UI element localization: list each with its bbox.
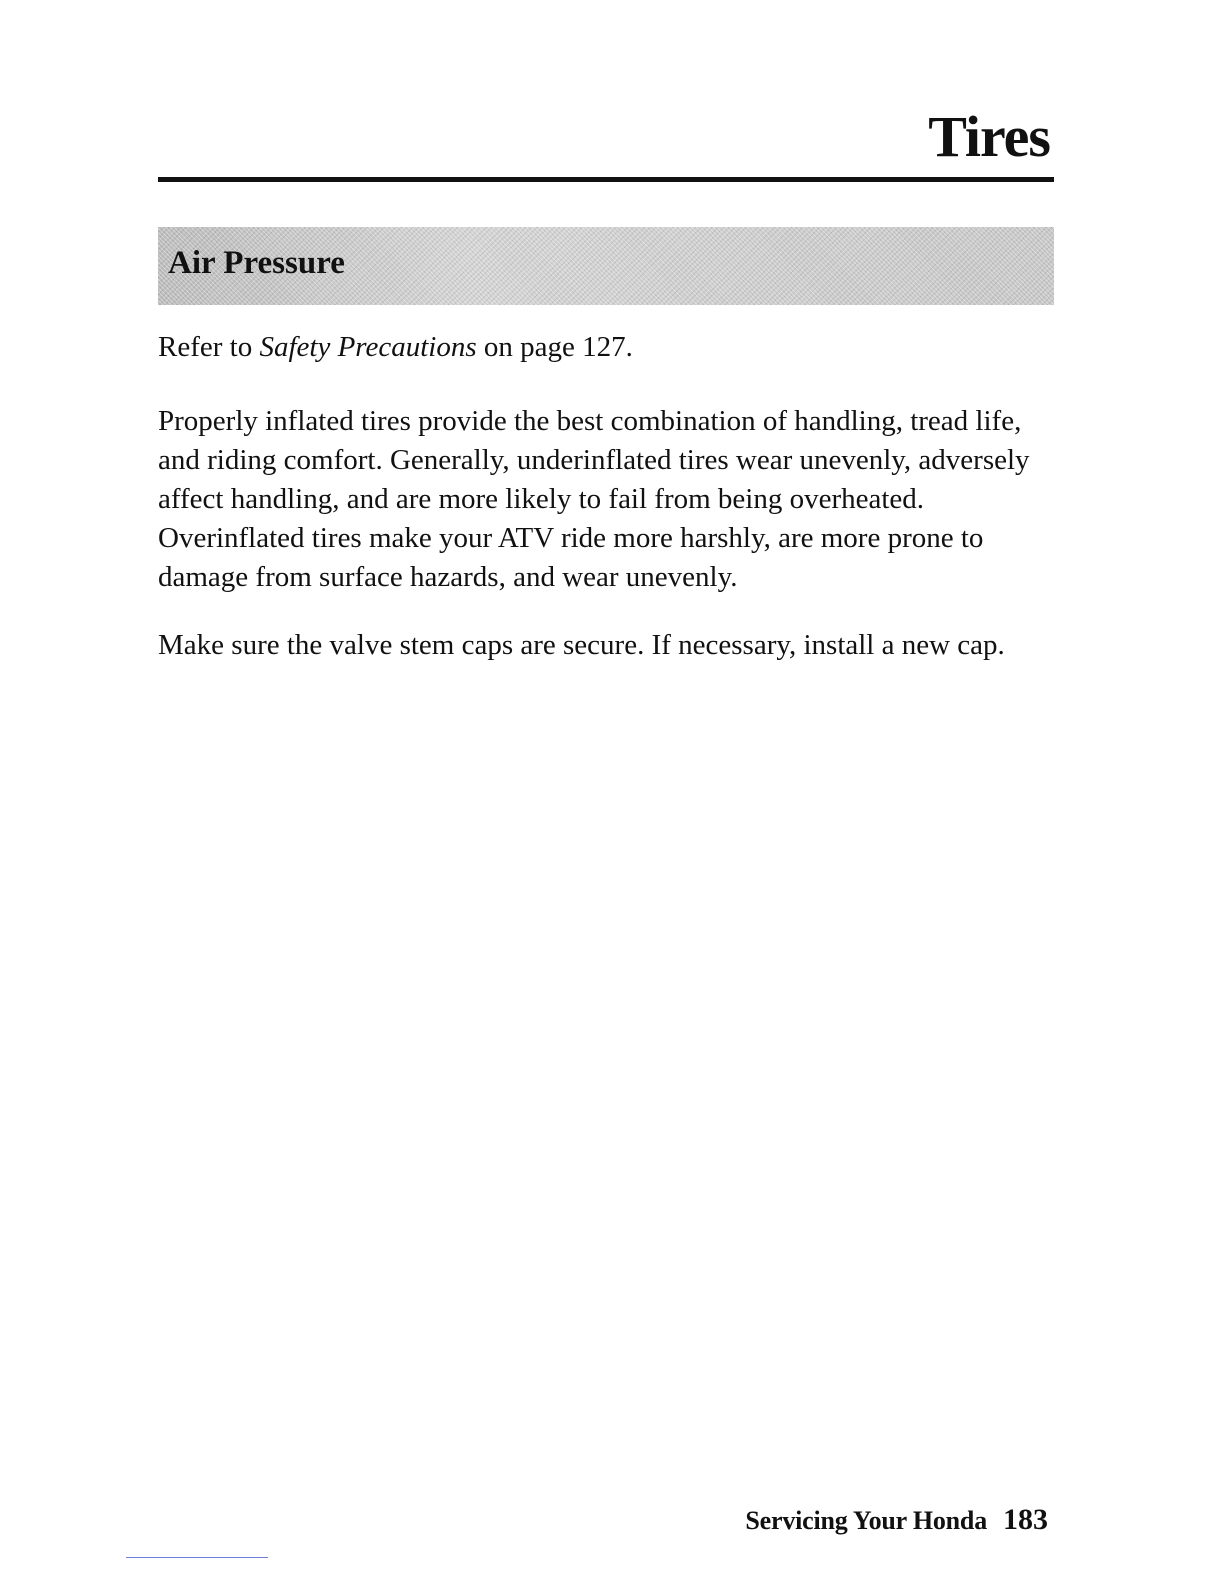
reference-prefix: Refer to — [158, 331, 260, 363]
section-heading: Air Pressure — [168, 245, 345, 281]
footer-section-title: Servicing Your Honda — [745, 1506, 987, 1535]
safety-precautions-link[interactable]: Safety Precautions — [259, 331, 477, 363]
safety-reference — [158, 328, 1058, 367]
reference-suffix: on page 127. — [476, 331, 633, 363]
page-footer — [745, 1503, 1048, 1537]
inflation-paragraph: Properly inflated tires provide the best combination of handling, tread life, and riding comfort. Generally, underinflated tires wear unevenly, adversely affect handling, and are more likely to fail from being overheated. Overinflated tires make your ATV ride more harshly, are more prone to damage from surface hazards, and wear unevenly. — [158, 405, 1030, 593]
section-banner — [158, 227, 1054, 305]
title-divider — [158, 177, 1054, 182]
page-title: Tires — [928, 104, 1050, 169]
page-number: 183 — [1003, 1503, 1048, 1536]
bottom-link-underline — [126, 1557, 268, 1558]
valve-cap-paragraph: Make sure the valve stem caps are secure. If necessary, install a new cap. — [158, 629, 1005, 661]
